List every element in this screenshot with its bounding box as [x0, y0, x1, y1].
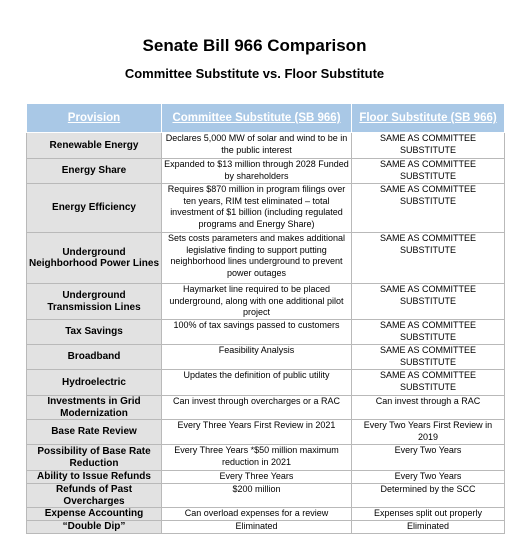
committee-cell: 100% of tax savings passed to customers: [162, 320, 352, 345]
provision-cell: Base Rate Review: [27, 420, 162, 445]
provision-cell: Refunds of Past Overcharges: [27, 484, 162, 508]
table-row: [27, 233, 505, 284]
floor-cell: SAME AS COMMITTEE SUBSTITUTE: [352, 184, 505, 233]
committee-cell: Haymarket line required to be placed underground, along with one additional pilot project: [162, 284, 352, 320]
floor-cell: SAME AS COMMITTEE SUBSTITUTE: [352, 159, 505, 184]
floor-cell: SAME AS COMMITTEE SUBSTITUTE: [352, 233, 505, 284]
provision-cell: Hydroelectric: [27, 370, 162, 396]
header-floor-substitute: Floor Substitute (SB 966): [352, 104, 505, 133]
table-header-row: [27, 104, 505, 133]
committee-cell: Updates the definition of public utility: [162, 370, 352, 396]
committee-cell: Feasibility Analysis: [162, 345, 352, 370]
committee-cell: Every Three Years: [162, 471, 352, 484]
table-row: [27, 320, 505, 345]
table-row: [27, 445, 505, 471]
table-row: [27, 184, 505, 233]
table-row: [27, 508, 505, 521]
table-row: [27, 484, 505, 508]
provision-cell: Energy Share: [27, 159, 162, 184]
page-title: Senate Bill 966 Comparison: [142, 36, 367, 55]
floor-cell: Eliminated: [352, 521, 505, 534]
floor-cell: SAME AS COMMITTEE SUBSTITUTE: [352, 133, 505, 159]
committee-cell: Every Three Years First Review in 2021: [162, 420, 352, 445]
floor-cell: SAME AS COMMITTEE SUBSTITUTE: [352, 284, 505, 320]
committee-cell: Every Three Years *$50 million maximum reduction in 2021: [162, 445, 352, 471]
committee-cell: Expanded to $13 million through 2028 Funded by shareholders: [162, 159, 352, 184]
floor-cell: Can invest through a RAC: [352, 396, 505, 420]
table-row: [27, 370, 505, 396]
table-row: [27, 521, 505, 534]
provision-cell: “Double Dip”: [27, 521, 162, 534]
header-committee-substitute: Committee Substitute (SB 966): [162, 104, 352, 133]
floor-cell: SAME AS COMMITTEE SUBSTITUTE: [352, 320, 505, 345]
provision-cell: Possibility of Base Rate Reduction: [27, 445, 162, 471]
table-row: [27, 284, 505, 320]
committee-cell: Declares 5,000 MW of solar and wind to be in the public interest: [162, 133, 352, 159]
provision-cell: Tax Savings: [27, 320, 162, 345]
provision-cell: Ability to Issue Refunds: [27, 471, 162, 484]
committee-cell: Eliminated: [162, 521, 352, 534]
provision-cell: Investments in Grid Modernization: [27, 396, 162, 420]
provision-cell: Energy Efficiency: [27, 184, 162, 233]
committee-cell: Sets costs parameters and makes additional legislative finding to support putting neighborhood lines underground to prevent power outages: [162, 233, 352, 284]
floor-cell: SAME AS COMMITTEE SUBSTITUTE: [352, 370, 505, 396]
provision-cell: Broadband: [27, 345, 162, 370]
table-row: [27, 133, 505, 159]
floor-cell: Every Two Years: [352, 471, 505, 484]
floor-cell: Every Two Years: [352, 445, 505, 471]
provision-cell: Renewable Energy: [27, 133, 162, 159]
committee-cell: $200 million: [162, 484, 352, 508]
table-row: [27, 396, 505, 420]
provision-cell: Expense Accounting: [27, 508, 162, 521]
table-row: [27, 471, 505, 484]
provision-cell: Underground Neighborhood Power Lines: [27, 233, 162, 284]
committee-cell: Can invest through overcharges or a RAC: [162, 396, 352, 420]
floor-cell: Every Two Years First Review in 2019: [352, 420, 505, 445]
page-subtitle: Committee Substitute vs. Floor Substitute: [124, 66, 385, 81]
header-provision: Provision: [27, 104, 162, 133]
table-row: [27, 159, 505, 184]
table-row: [27, 420, 505, 445]
comparison-table: [26, 103, 505, 534]
floor-cell: Expenses split out properly: [352, 508, 505, 521]
provision-cell: Underground Transmission Lines: [27, 284, 162, 320]
floor-cell: SAME AS COMMITTEE SUBSTITUTE: [352, 345, 505, 370]
table-row: [27, 345, 505, 370]
floor-cell: Determined by the SCC: [352, 484, 505, 508]
committee-cell: Requires $870 million in program filings over ten years, RIM test eliminated – total investment of $1 billion (including regulated programs and Energy Share): [162, 184, 352, 233]
committee-cell: Can overload expenses for a review: [162, 508, 352, 521]
